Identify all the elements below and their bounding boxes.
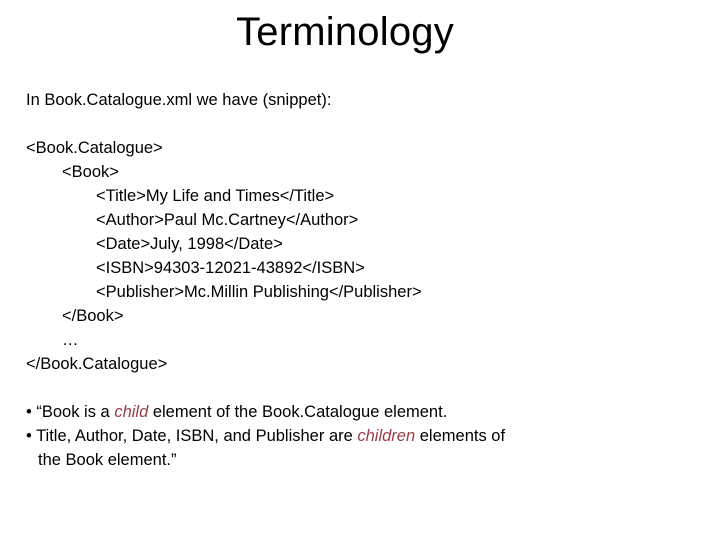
bullet-2-prefix: • Title, Author, Date, ISBN, and Publisher are (26, 427, 358, 445)
xml-date: <Date>July, 1998</Date> (96, 235, 283, 253)
bullet-2-emphasis: children (357, 427, 416, 445)
xml-title: <Title>My Life and Times</Title> (96, 187, 335, 205)
bullet-item-1 (26, 400, 696, 424)
bullet-1-suffix: element of the Book.Catalogue element. (148, 403, 448, 421)
bullet-1-emphasis: child (114, 403, 149, 421)
spacer (26, 112, 696, 136)
xml-isbn: <ISBN>94303-12021-43892</ISBN> (96, 259, 365, 277)
bullet-item-2 (26, 424, 696, 448)
xml-close-catalogue: </Book.Catalogue> (26, 355, 168, 373)
bullet-1-prefix: • “Book is a (26, 403, 115, 421)
slide-title: Terminology (236, 10, 454, 54)
xml-publisher: <Publisher>Mc.Millin Publishing</Publisher> (96, 283, 422, 301)
slide-body (26, 88, 696, 472)
intro-text: In Book.Catalogue.xml we have (snippet): (26, 91, 332, 109)
xml-close-book: </Book> (62, 307, 124, 325)
xml-ellipsis: … (62, 331, 79, 349)
spacer (26, 376, 696, 400)
bullet-2-suffix: elements of (415, 427, 506, 445)
xml-open-book: <Book> (62, 163, 119, 181)
bullet-item-2-continuation: the Book element.” (38, 451, 177, 469)
xml-author: <Author>Paul Mc.Cartney</Author> (96, 211, 359, 229)
xml-open-catalogue: <Book.Catalogue> (26, 139, 163, 157)
